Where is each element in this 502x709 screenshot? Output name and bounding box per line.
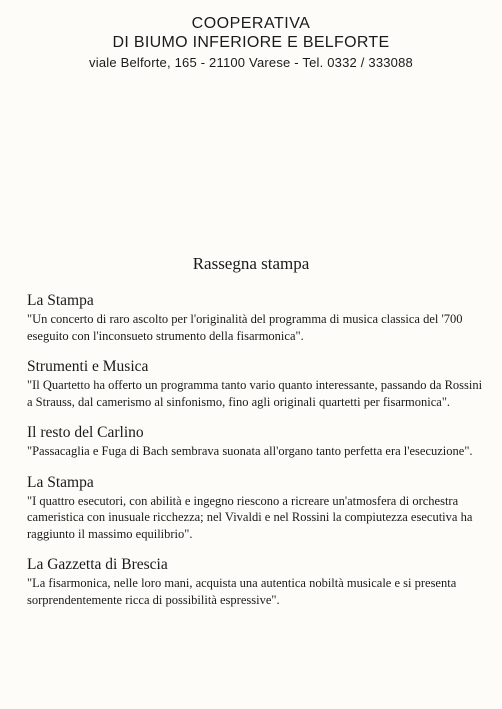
review-source: La Stampa	[27, 292, 94, 309]
organization-name-line2: DI BIUMO INFERIORE E BELFORTE	[112, 34, 390, 51]
letterhead	[0, 14, 502, 71]
review-quote: "La fisarmonica, nelle loro mani, acquista una autentica nobiltà musicale e si presenta sorprendentemente ricca di possibilità espressive".	[27, 576, 457, 607]
review-quote: "I quattro esecutori, con abilità e ingegno riescono a ricreare un'atmosfera di orchestra cameristica con inusuale ricchezza; nel Vivaldi e nel Rossini la compiutezza esecutiva ha raggiunto il massimo equilibrio".	[27, 493, 473, 541]
press-review-item	[27, 292, 489, 344]
press-review-item	[27, 358, 489, 410]
review-source: Strumenti e Musica	[27, 358, 149, 375]
organization-name-line1: COOPERATIVA	[191, 15, 311, 32]
review-quote: "Passacaglia e Fuga di Bach sembrava suonata all'organo tanto perfetta era l'esecuzione".	[27, 444, 473, 458]
press-review-list	[27, 292, 489, 622]
document-title: Rassegna stampa	[192, 254, 310, 273]
press-review-item	[27, 556, 489, 608]
review-source: La Stampa	[27, 473, 94, 491]
review-quote: "Il Quartetto ha offerto un programma tanto vario quanto interessante, passando da Rossini a Strauss, dal camerismo al sinfonismo, fino agli originali quartetti per fisarmonica".	[27, 378, 483, 409]
review-source: Il resto del Carlino	[27, 424, 144, 441]
organization-address: viale Belforte, 165 - 21100 Varese - Tel. 0332 / 333088	[89, 55, 413, 70]
review-source: La Gazzetta di Brescia	[27, 556, 168, 573]
review-quote: "Un concerto di raro ascolto per l'originalità del programma di musica classica del '700 eseguito con l'inconsueto strumento della fisarmonica".	[27, 312, 463, 343]
press-review-item	[27, 424, 489, 460]
press-review-item	[27, 474, 489, 543]
